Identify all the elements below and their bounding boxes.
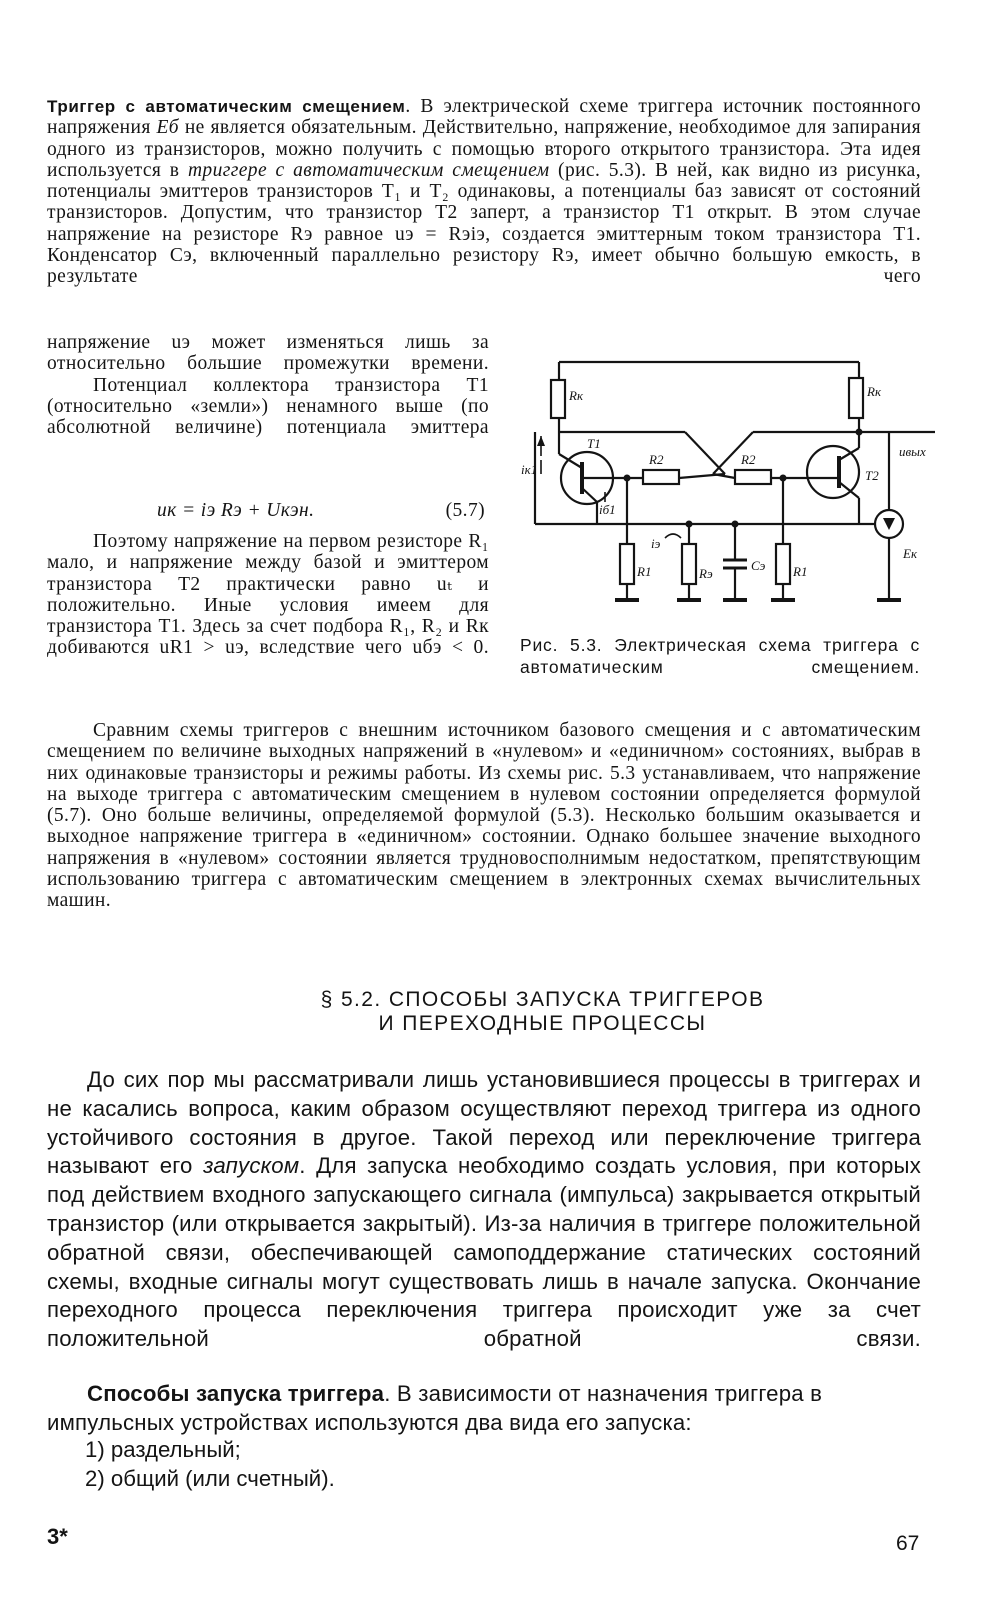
- label-r2-right: R2: [741, 452, 756, 467]
- launch-paragraph: [47, 1066, 921, 1354]
- label-re: Rэ: [699, 566, 713, 581]
- left-col-text-1: напряжение uэ может изменяться лишь за относительно большие промежутки времени.: [47, 332, 489, 375]
- after-fig-text: Сравним схемы триггеров с внешним источником базового смещения и с автоматическим смещением по величине выходных напряжений в «нулевом» и «единичном» состояниях, выбрав в них одинаковые транзисторы и режимы работы. Из схемы рис. 5.3 устанавливаем, что напряжение на выходе триггера с автоматическим смещением в нулевом состоянии определяется формулой (5.7). Оно больше величины, определяемой формулой (5.3). Несколько большим оказывается и выходное напряжение триггера в «единичном» состоянии. Однако большее значение выходного напряжения в «нулевом» состоянии является трудновосполнимым недостатком, препятствующим использованию триггера с автоматическим смещением в электронных схемах вычислительных машин.: [47, 720, 921, 912]
- left-column-text: [47, 332, 489, 438]
- rk-right-resistor: [849, 378, 863, 418]
- body3-lead: Способы запуска триггера: [87, 1381, 385, 1406]
- label-ie: iэ: [651, 536, 661, 551]
- label-ce: Cэ: [751, 558, 766, 573]
- signature-mark: 3*: [47, 1524, 68, 1549]
- section-heading: [0, 988, 1005, 1036]
- body2-text-1: До сих пор мы рассматривали лишь установившиеся процессы в триггерах и не касались вопроса, каким образом осуществляют переход триггера из одного устойчивого состояния в другое. Такой переход или переключение триггера называют его: [47, 1067, 921, 1179]
- label-rk-right: Rк: [867, 384, 882, 399]
- intro-text-1: . В электрической схеме триггера источник постоянного напряжения: [47, 96, 921, 139]
- intro-paragraph: [47, 96, 921, 288]
- label-ib1: iб1: [599, 502, 616, 517]
- label-u-out: uвых: [899, 444, 926, 459]
- intro-text-3: (рис. 5.3). В ней, как видно из рисунка, потенциалы эмиттеров транзисторов T₁ и T₂ одинаковы, а потенциалы баз зависят от состояний транзисторов. Допустим, что транзистор T2 заперт, а транзистор T1 открыт. В этом случае напряжение на резисторе Rэ равное uэ = Rэiэ, создается эмиттерным током транзистора T1. Конденсатор Cэ, включенный параллельно резистору Rэ, имеет обычно большую емкость, в результате чего: [47, 159, 921, 288]
- label-rk-left: Rк: [569, 388, 584, 403]
- list-item: 1) раздельный;: [85, 1437, 241, 1462]
- comparison-paragraph: [47, 720, 921, 912]
- formula-expression: uк = iэ Rэ + Uкэн.: [157, 500, 315, 521]
- rk-left-resistor: [551, 380, 565, 418]
- label-r2-left: R2: [649, 452, 664, 467]
- body3-text: . В зависимости от назначения триггера в импульсных устройствах используются два вида его запуска:: [47, 1381, 823, 1435]
- section-heading-line1: § 5.2. СПОСОБЫ ЗАПУСКА ТРИГГЕРОВ: [320, 988, 765, 1011]
- intro-italic: триггере с автоматическим смещением: [187, 159, 550, 181]
- launch-methods-paragraph: [47, 1380, 921, 1438]
- r1-left-resistor: [620, 544, 634, 584]
- label-ik1: iк1: [521, 462, 538, 477]
- label-t1: T1: [587, 436, 601, 451]
- r2-left-resistor: [643, 470, 679, 484]
- figure-5-3-circuit: [515, 352, 935, 614]
- left-column-text-2: [47, 531, 489, 659]
- body2-italic: запуском: [203, 1153, 300, 1179]
- intro-lead: Триггер с автоматическим смещением: [47, 97, 406, 116]
- page-number: 67: [896, 1532, 920, 1555]
- label-r1-right: R1: [793, 564, 808, 579]
- r2-right-resistor: [735, 470, 771, 484]
- figure-caption: Рис. 5.3. Электрическая схема триггера с автоматическим смещением.: [520, 635, 920, 677]
- left-col-2-text: Поэтому напряжение на первом резисторе R₁ мало, и напряжение между базой и эмиттером транзистора T2 практически равно uₜ и положительно. Иные условия имеем для транзистора T1. Здесь за счет подбора R₁, R₂ и Rк добиваются uR1 > uэ, вследствие чего uбэ < 0.: [47, 531, 489, 659]
- body2-text-2: . Для запуска необходимо создать условия, при которых под действием входного запускающего сигнала (импульса) закрывается открытый транзистор (или открывается закрытый). Из-за наличия в триггере положительной обратной связи, обеспечивающей самоподдержание статических состояний схемы, входные сигналы могут существовать лишь в начале запуска. Окончание переходного процесса переключения триггера происходит уже за счет положительной обратной связи.: [47, 1153, 921, 1352]
- r1-right-resistor: [776, 544, 790, 584]
- label-t2: T2: [865, 468, 879, 483]
- list-item: 2) общий (или счетный).: [85, 1466, 335, 1491]
- left-col-para2: Потенциал коллектора транзистора T1 (относительно «земли») ненамного выше (по абсолютной величине) потенциала эмиттера: [47, 374, 489, 439]
- label-r1-left: R1: [637, 564, 652, 579]
- label-ek: Eк: [903, 546, 918, 561]
- section-heading-line2: И ПЕРЕХОДНЫЕ ПРОЦЕССЫ: [378, 1012, 707, 1035]
- intro-eb: Eб: [156, 117, 180, 139]
- re-resistor: [682, 544, 696, 584]
- intro-text-2: не является обязательным. Действительно, напряжение, необходимое для запирания одного из транзисторов, можно получить с помощью второго открытого транзистора. Эта идея используется в: [47, 117, 922, 181]
- formula-number: (5.7): [445, 500, 485, 521]
